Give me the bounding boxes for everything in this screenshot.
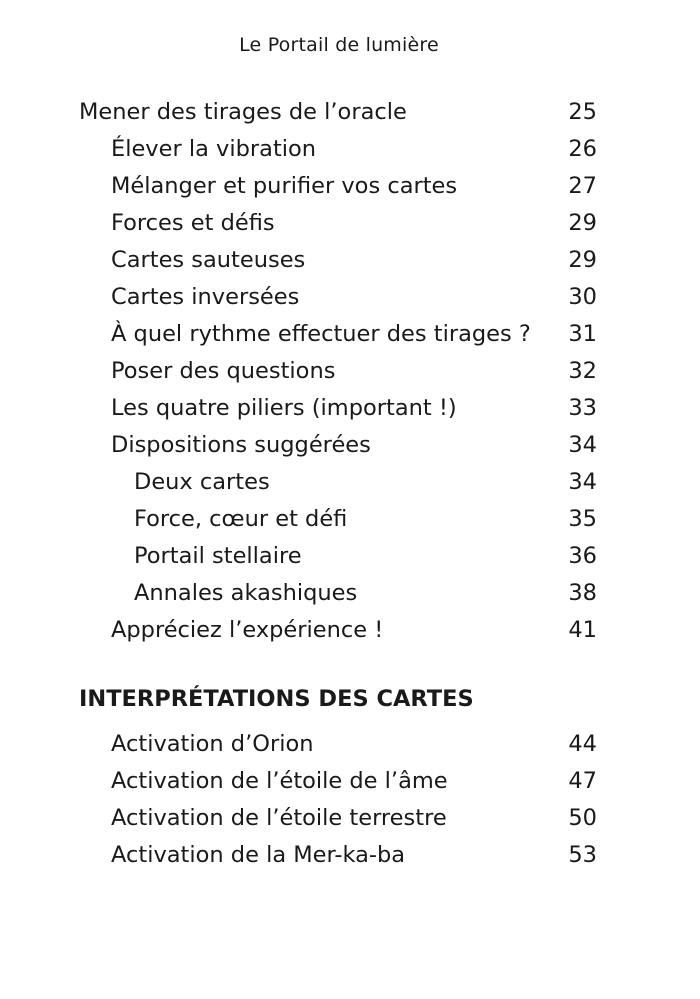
toc-entry <box>0 501 700 538</box>
toc-entry <box>0 316 700 353</box>
toc-entry-title: Dispositions suggérées <box>111 432 371 458</box>
toc-entry-page: 30 <box>568 284 597 310</box>
toc-entry-title: Portail stellaire <box>134 543 302 569</box>
toc-entry-title: Cartes sauteuses <box>111 247 306 273</box>
toc-entry <box>0 800 700 837</box>
toc-entry-page: 29 <box>568 210 597 236</box>
toc-entry-page: 47 <box>568 768 597 794</box>
toc-entry-title: Activation de l’étoile terrestre <box>111 805 447 831</box>
toc-entry-title: Élever la vibration <box>111 136 317 162</box>
toc-entry-page: 38 <box>568 580 597 606</box>
toc-entry-title: À quel rythme effectuer des tirages ? <box>111 321 531 347</box>
toc-entry-page: 33 <box>568 395 597 421</box>
toc-entry-title: Deux cartes <box>134 469 270 495</box>
toc-entry <box>0 538 700 575</box>
toc-entry <box>0 279 700 316</box>
toc-entry-page: 44 <box>568 731 597 757</box>
toc-entry <box>0 390 700 427</box>
toc-entry-page: 29 <box>568 247 597 273</box>
toc-entry <box>0 353 700 390</box>
toc-entry-title: Activation de l’étoile de l’âme <box>111 768 448 794</box>
toc-entry <box>0 612 700 649</box>
section-heading: INTERPRÉTATIONS DES CARTES <box>79 686 474 712</box>
toc-entry <box>0 464 700 501</box>
toc-entry <box>0 427 700 464</box>
toc-entry-page: 34 <box>568 469 597 495</box>
toc-entry <box>0 726 700 763</box>
toc-entry-page: 31 <box>568 321 597 347</box>
toc-entry-title: Force, cœur et défi <box>134 506 348 532</box>
toc-entry-title: Mener des tirages de l’oracle <box>79 99 407 125</box>
toc-entry-title: Les quatre piliers (important !) <box>111 395 457 421</box>
toc-entry <box>0 575 700 612</box>
toc-entry-page: 27 <box>568 173 597 199</box>
toc-entry <box>0 94 700 131</box>
toc-entry-page: 36 <box>568 543 597 569</box>
toc-entry-page: 53 <box>568 842 597 868</box>
toc-entry-page: 35 <box>568 506 597 532</box>
toc-entry-title: Annales akashiques <box>134 580 358 606</box>
toc-entry <box>0 205 700 242</box>
toc-entry-page: 41 <box>568 617 597 643</box>
toc-entry <box>0 242 700 279</box>
toc-entry-title: Cartes inversées <box>111 284 300 310</box>
toc-entry-page: 34 <box>568 432 597 458</box>
toc-entry-title: Appréciez l’expérience ! <box>111 617 384 643</box>
toc-entry-title: Activation d’Orion <box>111 731 314 757</box>
toc-entry-title: Poser des questions <box>111 358 336 384</box>
toc-entry-title: Forces et défis <box>111 210 275 236</box>
toc-entry-page: 32 <box>568 358 597 384</box>
toc-entry-title: Mélanger et purifier vos cartes <box>111 173 458 199</box>
toc-entry <box>0 131 700 168</box>
toc-entry-title: Activation de la Mer-ka-ba <box>111 842 406 868</box>
toc-entry <box>0 837 700 874</box>
toc-entry-page: 25 <box>568 99 597 125</box>
toc-entry <box>0 168 700 205</box>
toc-entry-page: 50 <box>568 805 597 831</box>
running-head: Le Portail de lumière <box>239 34 439 56</box>
toc-entry <box>0 763 700 800</box>
toc-entry-page: 26 <box>568 136 597 162</box>
